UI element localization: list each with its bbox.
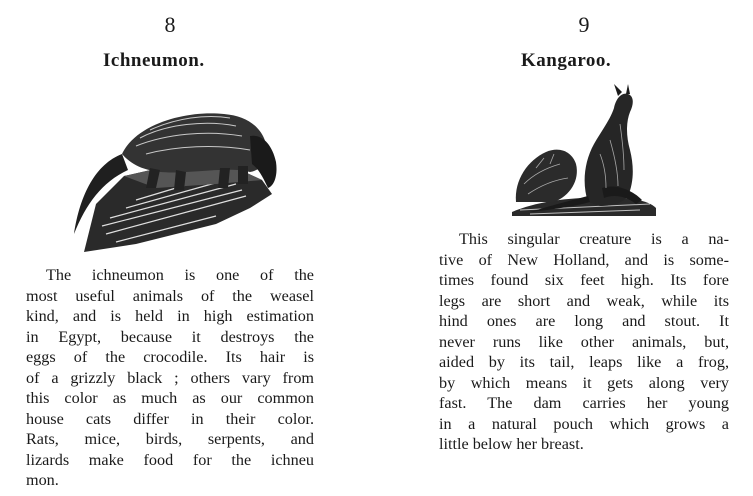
text-line: by which means it gets along very xyxy=(439,373,729,392)
text-line: house cats differ in their color. xyxy=(26,409,314,428)
text-line: legs are short and weak, while its xyxy=(439,291,729,310)
body-text xyxy=(26,265,314,491)
text-line: This singular creature is a na- xyxy=(459,230,729,248)
text-line: most useful animals of the weasel xyxy=(26,286,314,305)
text-line: eggs of the crocodile. Its hair is xyxy=(26,348,314,366)
ichneumon-woodcut-icon xyxy=(66,84,282,252)
page-title: Kangaroo. xyxy=(521,50,612,71)
text-line: kind, and is held in high estimation xyxy=(26,307,314,325)
page-number: 8 xyxy=(164,12,176,37)
text-line: lizards make food for the ichneu xyxy=(26,450,314,469)
text-line: The ichneumon is one of the xyxy=(46,266,314,284)
text-line: never runs like other animals, but, xyxy=(439,332,729,351)
text-line: Rats, mice, birds, serpents, and xyxy=(26,430,314,448)
text-line: times found six feet high. Its fore xyxy=(439,271,729,289)
text-line: in a natural pouch which grows a xyxy=(439,414,729,433)
text-line: mon. xyxy=(26,471,59,489)
page-title: Ichneumon. xyxy=(103,50,205,71)
right-page xyxy=(376,0,753,496)
page-number: 9 xyxy=(578,12,590,37)
text-line: this color as much as our common xyxy=(26,389,314,407)
kangaroo-woodcut-icon xyxy=(510,84,656,216)
text-line: hind ones are long and stout. It xyxy=(439,312,729,330)
body-text xyxy=(439,229,729,455)
text-line: tive of New Holland, and is some- xyxy=(439,250,729,269)
text-line: little below her breast. xyxy=(439,435,584,453)
text-line: fast. The dam carries her young xyxy=(439,394,729,412)
text-line: in Egypt, because it destroys the xyxy=(26,327,314,346)
text-line: of a grizzly black ; others vary from xyxy=(26,368,314,387)
left-page xyxy=(0,0,376,496)
text-line: aided by its tail, leaps like a frog, xyxy=(439,353,729,371)
